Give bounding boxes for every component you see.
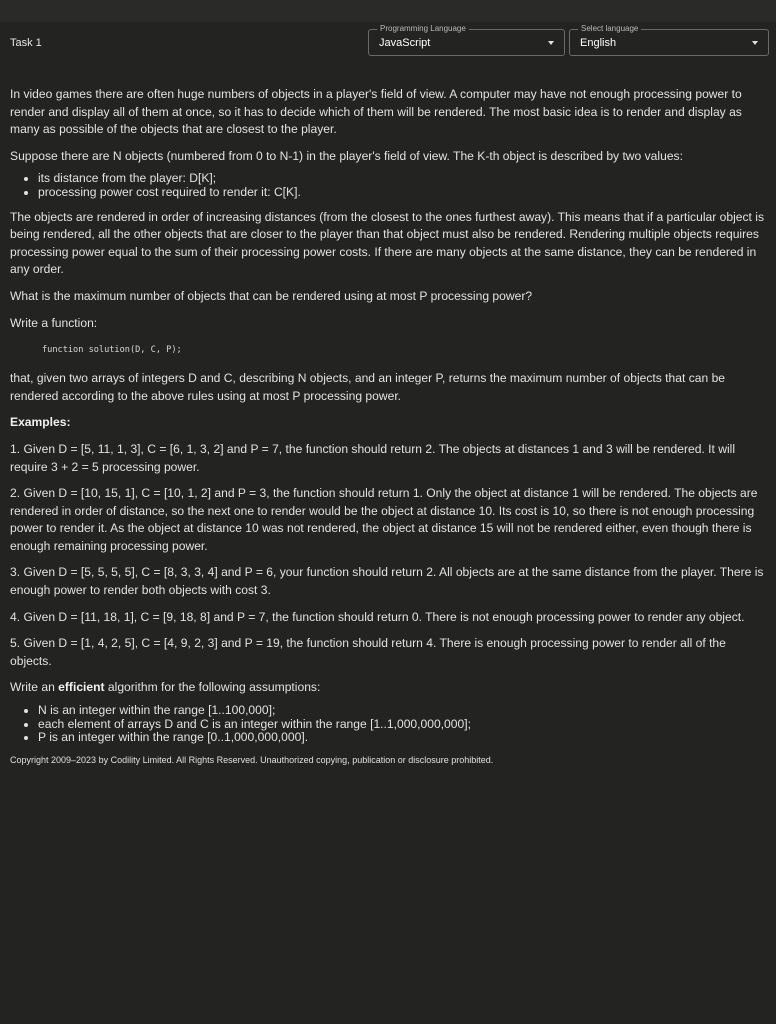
function-signature-code: function solution(D, C, P); <box>42 345 182 356</box>
programming-language-select[interactable] <box>368 24 565 56</box>
example-2: 2. Given D = [10, 15, 1], C = [10, 1, 2] and P = 3, the function should return 1. Only the object at distance 1 will be rendered. The objects are rendered in order of distance, so the next one to render would be the object at distance 10. Its cost is 10, so there is not enough processing power to render it. As the object at distance 10 was not rendered, the object at distance 15 will not be rendered either, even though there is enough remaining processing power. <box>10 486 758 553</box>
suppose-paragraph: Suppose there are N objects (numbered from 0 to N-1) in the player's field of view. The K-th object is described by two values: <box>10 148 683 163</box>
programming-language-legend: Programming Language <box>377 24 469 34</box>
task-header <box>0 22 776 62</box>
example-3: 3. Given D = [5, 5, 5, 5], C = [8, 3, 3, 4] and P = 6, your function should return 2. All objects are at the same distance from the player. There is enough power to render both objects with cost 3. <box>10 565 764 598</box>
examples-heading: Examples: <box>10 415 71 430</box>
select-language-value: English <box>580 37 617 49</box>
programming-language-value: JavaScript <box>379 37 431 49</box>
select-language-legend: Select language <box>578 24 641 34</box>
list-item: • N is an integer within the range [1..100,000]; <box>38 704 770 718</box>
select-language-select[interactable] <box>569 24 769 56</box>
list-item: • P is an integer within the range [0..1,000,000,000]. <box>38 731 770 745</box>
write-function-paragraph: Write a function: <box>10 315 98 330</box>
example-1: 1. Given D = [5, 11, 1, 3], C = [6, 1, 3, 2] and P = 7, the function should return 2. The objects at distances 1 and 3 will be rendered. It will require 3 + 2 = 5 processing power. <box>10 441 736 474</box>
chevron-down-icon <box>548 41 554 45</box>
efficient-prefix: Write an <box>10 680 59 695</box>
list-item: • processing power cost required to render it: C[K]. <box>38 186 770 200</box>
task-title: Task 1 <box>10 37 42 49</box>
efficient-paragraph <box>10 679 770 697</box>
example-5: 5. Given D = [1, 4, 2, 5], C = [4, 9, 2, 3] and P = 19, the function should return 4. There is enough processing power to render all of the objects. <box>10 636 726 668</box>
that-given-paragraph: that, given two arrays of integers D and C, describing N objects, and an integer P, returns the maximum number of objects that can be rendered according to the above rules using at most P processing power. <box>10 371 726 403</box>
efficient-word: efficient <box>58 680 105 695</box>
example-4: 4. Given D = [11, 18, 1], C = [9, 18, 8] and P = 7, the function should return 0. There is not enough processing power to render any object. <box>10 609 745 624</box>
list-item: • each element of arrays D and C is an integer within the range [1..1,000,000,000]; <box>38 718 770 732</box>
order-paragraph: The objects are rendered in order of increasing distances (from the closest to the ones furthest away). This means that if a particular object is being rendered, all the other objects that are closer to the player than that object must also be rendered. Rendering multiple objects requires processing power equal to the sum of their processing power costs. If there are many objects at the same distance, they can be rendered in any order. <box>10 209 764 277</box>
assumptions-list <box>10 704 770 745</box>
copyright-notice: Copyright 2009–2023 by Codility Limited. All Rights Reserved. Unauthorized copying, publication or disclosure prohibited. <box>10 754 494 765</box>
question-paragraph: What is the maximum number of objects that can be rendered using at most P processing power? <box>10 288 533 303</box>
top-bar <box>0 0 776 23</box>
intro-paragraph: In video games there are often huge numbers of objects in a player's field of view. A computer may have not enough processing power to render and display all of them at once, so it has to decide which of them will be rendered. The most basic idea is to render and display as many as possible of the objects that are closest to the player. <box>10 87 742 137</box>
object-values-list <box>10 172 770 199</box>
efficient-suffix: algorithm for the following assumptions: <box>104 680 321 695</box>
chevron-down-icon <box>752 41 758 45</box>
list-item: • its distance from the player: D[K]; <box>38 172 770 186</box>
problem-description <box>10 86 770 766</box>
